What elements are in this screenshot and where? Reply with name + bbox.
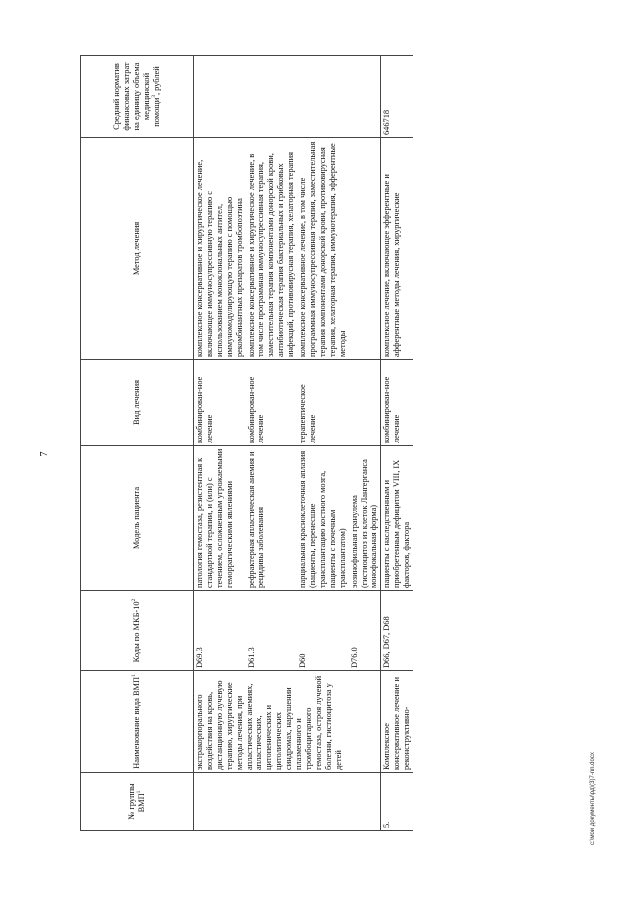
table-header-row — [81, 56, 194, 831]
cell-method — [349, 138, 381, 360]
rotated-table-block — [80, 56, 610, 831]
header-norm: Средний норматив финансовых затрат на единицу объема медицинской помощи$^3$, рублей — [81, 56, 194, 138]
header-codes: Коды по МКБ-$10^2$ — [81, 591, 194, 671]
file-path-footnote: c:\мои документы\рд\(3)7-nn.docx — [590, 752, 596, 845]
table-row — [194, 56, 246, 831]
page-number: 7 — [39, 451, 50, 457]
vmp-table — [80, 55, 413, 831]
cell-code: D76.0 — [349, 591, 381, 671]
cell-code: D69.3 — [194, 591, 246, 671]
cell-model: эозинофильная гранулема (гистиоцитоз из клеток Лангерганса монофокальная форма) — [349, 446, 381, 591]
cell-group-no — [349, 773, 381, 831]
cell-method: комплексное консервативное и хирургическое лечение, в том числе программная иммуносупрессивная терапия, заместительная терапия компонентами донорской крови, антибиотическая терапия бактериальных и грибковых инфекций, противовирусная терапия, хелаторная терапия — [246, 138, 298, 360]
header-treatment-method: Метод лечения — [81, 138, 194, 360]
cell-type: комбинирован-ное лечение — [246, 360, 298, 446]
cell-norm — [297, 56, 349, 138]
cell-type: терапевтическое лечение — [297, 360, 349, 446]
cell-group-no — [297, 773, 349, 831]
cell-type: комбинирован-ное лечение — [194, 360, 246, 446]
cell-model: пациенты с наследственным и приобретенным дефицитом VIII, IX факторов, фактора — [381, 446, 413, 591]
cell-code: D60 — [297, 591, 349, 671]
cell-group-no — [194, 773, 246, 831]
header-name: Наименование вида ВМП$^1$ — [81, 671, 194, 773]
table-row — [381, 56, 413, 831]
cell-method: комплексное консервативное и хирургическое лечение, включающее иммуносупрессивную терапию с использованием моноклональных антител, иммуномодулирующую терапию с помощью рекомбинантных препаратов тромбопоэтина — [194, 138, 246, 360]
header-patient-model: Модель пациента — [81, 446, 194, 591]
cell-type — [349, 360, 381, 446]
cell-norm — [246, 56, 298, 138]
header-group-no: № группы ВМП$^1$ — [81, 773, 194, 831]
cell-group-no: 5. — [381, 773, 413, 831]
cell-group-no — [246, 773, 298, 831]
cell-type: комбинирован-ное лечение — [381, 360, 413, 446]
cell-code: D66, D67, D68 — [381, 591, 413, 671]
cell-name: Комплексное консервативное лечение и реконструктивно- — [381, 671, 413, 773]
cell-model: патология гемостаза, резистентная к стандартной терапии, и (или) с течением, осложненным угрожаемыми геморрагическими явлениями — [194, 446, 246, 591]
cell-method: комплексное лечение, включающее эфферентные и афферентные методы лечения, хирургические — [381, 138, 413, 360]
cell-norm: 646718 — [381, 56, 413, 138]
cell-name: экстракорпорального воздействия на кровь, дистанционную лучевую терапию, хирургические методы лечения, при апластических анемиях, апластических, цитопенических и цитолитических синдромах, нарушении плазменного и тромбоцитарного гемостаза, остроя лучевой болезни, гистиоцитоза у детей — [194, 671, 381, 773]
cell-code: D61.3 — [246, 591, 298, 671]
cell-model: парциальная красноклеточная аплазия (пациенты, перенесшие трансплантацию костного мозга, пациенты с почечным трансплантатом) — [297, 446, 349, 591]
cell-method: комплексное консервативное лечение, в том числе программная иммуносупрессивная терапия, заместительная терапия компонентами донорской крови, противовирусная терапия, хелаторная терапия, иммунотерапия, эфферентные методы — [297, 138, 349, 360]
header-treatment-type: Вид лечения — [81, 360, 194, 446]
cell-model: рефрактерная апластическая анемия и рецидивы заболевания — [246, 446, 298, 591]
cell-norm — [194, 56, 246, 138]
cell-norm — [349, 56, 381, 138]
